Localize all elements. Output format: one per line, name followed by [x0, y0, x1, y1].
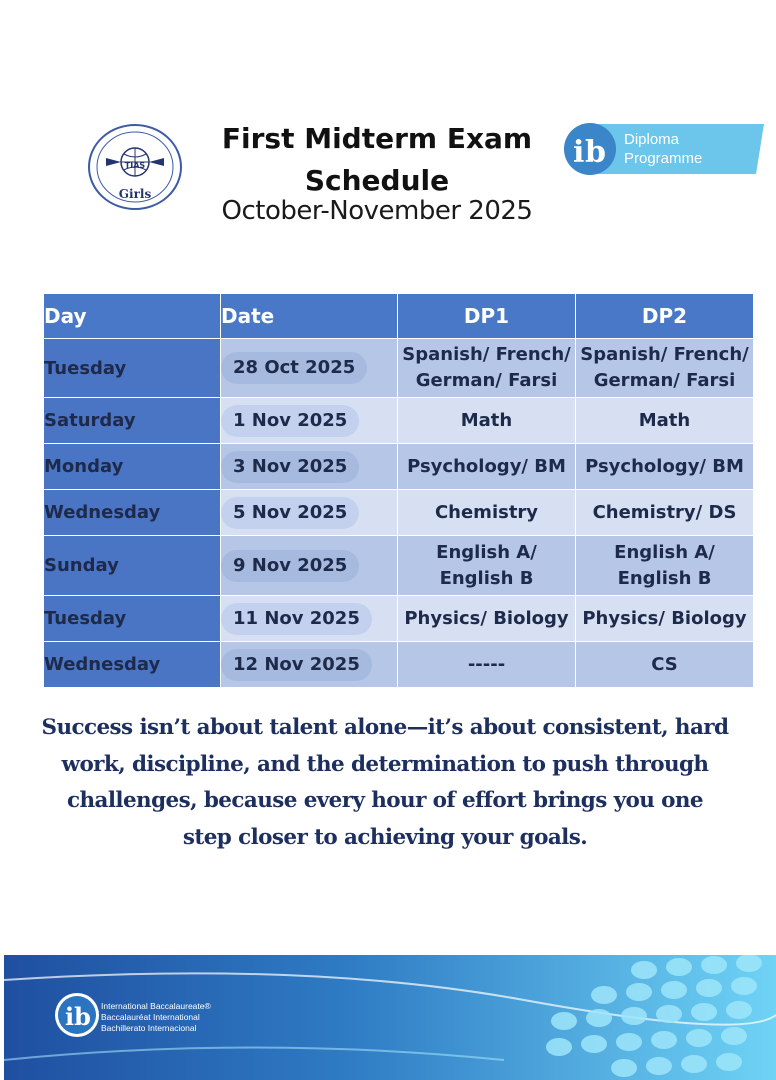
footer-line-3: Bachillerato Internacional	[101, 1023, 197, 1033]
row-dp2: Physics/ Biology	[576, 596, 754, 642]
svg-text:i: i	[573, 135, 585, 170]
row-date	[221, 339, 398, 398]
ib-logo-line2: Programme	[624, 150, 703, 167]
row-date	[221, 398, 398, 444]
exam-schedule-table	[43, 293, 754, 688]
table-row	[44, 339, 754, 398]
school-logo-initials: TIAS	[124, 161, 146, 170]
row-dp2: CS	[576, 642, 754, 688]
row-dp2: English A/ English B	[576, 536, 754, 596]
date-pill: 3 Nov 2025	[221, 451, 359, 483]
row-dp1: English A/ English B	[398, 536, 576, 596]
date-pill: 1 Nov 2025	[221, 405, 359, 437]
header-day: Day	[44, 294, 221, 339]
row-day: Sunday	[44, 536, 221, 596]
row-dp2: Spanish/ French/ German/ Farsi	[576, 339, 754, 398]
row-dp1: Physics/ Biology	[398, 596, 576, 642]
row-day: Tuesday	[44, 339, 221, 398]
svg-text:ib: ib	[65, 1002, 91, 1031]
table-row	[44, 536, 754, 596]
ib-footer-text	[101, 1001, 211, 1034]
title-line-1: First Midterm Exam	[221, 122, 533, 155]
row-date	[221, 490, 398, 536]
page-subtitle: October-November 2025	[221, 196, 533, 226]
row-dp2: Chemistry/ DS	[576, 490, 754, 536]
row-date	[221, 536, 398, 596]
title-line-2: Schedule	[304, 164, 450, 197]
row-dp2: Math	[576, 398, 754, 444]
row-day: Wednesday	[44, 642, 221, 688]
table-row	[44, 444, 754, 490]
date-pill: 5 Nov 2025	[221, 497, 359, 529]
ib-diploma-logo	[560, 120, 766, 178]
row-day: Monday	[44, 444, 221, 490]
footer-line-1: International Baccalaureate®	[101, 1001, 211, 1011]
school-logo	[86, 122, 184, 212]
date-pill: 9 Nov 2025	[221, 550, 359, 582]
header-dp1: DP1	[398, 294, 576, 339]
row-dp1: Spanish/ French/ German/ Farsi	[398, 339, 576, 398]
row-day: Saturday	[44, 398, 221, 444]
table-row	[44, 398, 754, 444]
row-date	[221, 596, 398, 642]
ib-logo-line1: Diploma	[624, 131, 680, 148]
table-row	[44, 490, 754, 536]
svg-text:b: b	[585, 135, 606, 170]
row-dp2: Psychology/ BM	[576, 444, 754, 490]
table-row	[44, 642, 754, 688]
date-pill: 11 Nov 2025	[221, 603, 372, 635]
row-dp1: Math	[398, 398, 576, 444]
table-row	[44, 596, 754, 642]
row-day: Tuesday	[44, 596, 221, 642]
row-dp1: Psychology/ BM	[398, 444, 576, 490]
motivational-quote: Success isn’t about talent alone—it’s about consistent, hard work, discipline, and the determination to push through challenges, because every hour of effort brings you one step closer to achieving your goals.	[41, 715, 729, 850]
page-title	[200, 118, 554, 202]
footer-line-2: Baccalauréat International	[101, 1012, 200, 1022]
row-dp1: -----	[398, 642, 576, 688]
row-date	[221, 642, 398, 688]
row-dp1: Chemistry	[398, 490, 576, 536]
row-date	[221, 444, 398, 490]
date-pill: 28 Oct 2025	[221, 352, 367, 384]
header-date: Date	[221, 294, 398, 339]
header-dp2: DP2	[576, 294, 754, 339]
row-day: Wednesday	[44, 490, 221, 536]
school-logo-text: Girls	[118, 187, 152, 201]
date-pill: 12 Nov 2025	[221, 649, 372, 681]
table-header-row	[44, 294, 754, 339]
